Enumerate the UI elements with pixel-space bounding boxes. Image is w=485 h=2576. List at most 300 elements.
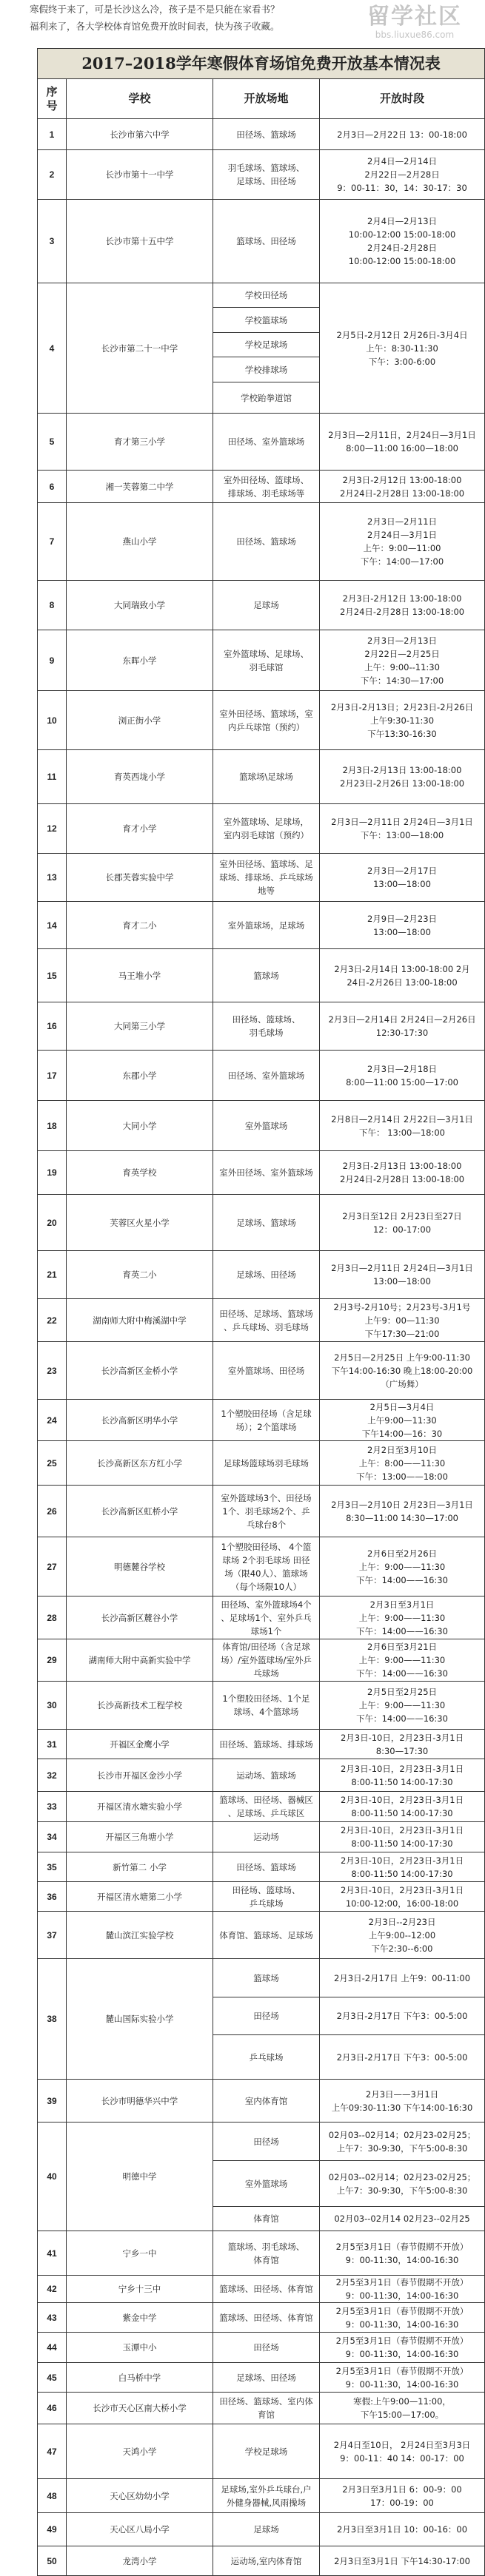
cell-line: 8:00-11:50 14:00-17:30	[351, 1776, 453, 1787]
venue-cell	[213, 1730, 320, 1759]
time-cell	[320, 2035, 485, 2080]
cell-line: 学校跆拳道馆	[241, 392, 292, 403]
venue-cell	[213, 1400, 320, 1441]
row-number: 35	[38, 1852, 67, 1882]
school-name: 龙湾小学	[67, 2546, 213, 2576]
venue-cell	[213, 1441, 320, 1486]
venue-cell	[213, 1639, 320, 1682]
venue-cell	[213, 1759, 320, 1792]
school-name: 紫金中学	[67, 2303, 213, 2333]
cell-line: 上午9：00—11:30	[364, 1315, 440, 1326]
school-name: 明德麓谷学校	[67, 1537, 213, 1596]
school-name: 马王堆小学	[67, 949, 213, 1002]
cell-line: 2月6日至3月21日	[367, 1642, 438, 1652]
time-cell	[320, 1882, 485, 1912]
table-title-row	[38, 49, 485, 79]
time-cell	[320, 581, 485, 630]
cell-line: 上午9:00—11:30	[367, 1415, 437, 1426]
row-number: 32	[38, 1759, 67, 1792]
cell-line: 9：00-11:30，14:00-16:30	[345, 2378, 459, 2390]
school-name: 大同瑞致小学	[67, 581, 213, 630]
school-name: 湖南师大附中高新实验中学	[67, 1639, 213, 1682]
cell-line: 寒假:上午9:00—11:00，	[353, 2396, 451, 2407]
cell-line: 2月3日-10日，2月23日-3月1日	[340, 1763, 464, 1774]
cell-line: 2月3日-2月17日 下午3：00-5:00	[336, 2051, 468, 2063]
school-name: 湘一芙蓉第二中学	[67, 471, 213, 503]
cell-line: 下午：14:00——16:30	[356, 1668, 448, 1679]
venue-cell	[213, 414, 320, 471]
cell-line: 上午：9:00—11:00	[363, 543, 441, 553]
cell-line: 1个、羽毛球场2个、乒	[222, 1506, 310, 1517]
venue-cell	[213, 2393, 320, 2424]
intro-line-2: 福利来了，各大学校体育馆免费开放时间表，快为孩子收藏。	[30, 21, 280, 32]
header-no: 序号	[38, 79, 67, 119]
cell-line: 田径场、室外篮球场	[227, 1070, 305, 1081]
time-cell	[320, 283, 485, 414]
row-number: 23	[38, 1342, 67, 1400]
row-number: 47	[38, 2424, 67, 2479]
cell-line: 足球场、田径场	[236, 176, 296, 186]
time-cell	[320, 2303, 485, 2333]
cell-line: 体育馆	[253, 2254, 279, 2265]
time-cell	[320, 200, 485, 283]
school-name: 长沙市第六中学	[67, 119, 213, 150]
cell-line: 12:30-17:30	[375, 1028, 429, 1038]
cell-line: 2月24日-2月28日 13:00-18:00	[339, 1174, 465, 1184]
row-number: 10	[38, 691, 67, 750]
cell-line: （广场舞）	[381, 1378, 424, 1389]
row-number: 45	[38, 2363, 67, 2393]
cell-line: 乓球场	[253, 1668, 279, 1679]
cell-line: 8:30—17:30	[375, 1745, 429, 1756]
row-number: 46	[38, 2393, 67, 2424]
table-row	[38, 2393, 485, 2424]
cell-line: 2月8日—2月14日 2月22日—3月1日	[331, 1113, 473, 1125]
cell-line: 上午：9:00——11:30	[358, 1655, 446, 1665]
time-cell	[320, 2122, 485, 2161]
table-row	[38, 1882, 485, 1912]
cell-line: 2月5日至2月25日	[367, 1687, 438, 1697]
time-cell	[320, 2276, 485, 2303]
cell-line: 8:00-11:50 14:00-17:30	[351, 1868, 453, 1879]
time-cell	[320, 2393, 485, 2424]
time-cell	[320, 804, 485, 854]
cell-line: 上午9:00--12:00	[368, 1929, 436, 1941]
cell-line: 田径场	[253, 2011, 279, 2021]
cell-line: 、乒乓球场、羽毛球场	[224, 1321, 309, 1332]
cell-line: 球场1个	[250, 1625, 282, 1636]
school-name: 长郡芙蓉实验中学	[67, 854, 213, 902]
school-name: 湖南师大附中梅溪湖中学	[67, 1299, 213, 1342]
cell-line: 室内羽毛球馆（预约）	[224, 830, 309, 840]
cell-line: 篮球场	[253, 1972, 279, 1983]
cell-line: 2月3日至3月1日 10：00-16：00	[336, 2524, 468, 2535]
cell-line: 上午：9:00--11:30	[364, 661, 440, 672]
table-row	[38, 804, 485, 854]
time-cell	[320, 1639, 485, 1682]
cell-line: 2月3日-10日，2月23日-3月1日	[340, 1795, 464, 1805]
row-number: 16	[38, 1002, 67, 1051]
time-cell	[320, 1852, 485, 1882]
cell-line: 13:00—18:00	[373, 879, 431, 889]
cell-line: 乒乓球场	[249, 1898, 284, 1909]
table-row	[38, 1151, 485, 1195]
venue-cell	[213, 2424, 320, 2479]
row-number: 8	[38, 581, 67, 630]
header-time: 开放时段	[320, 79, 485, 119]
school-name: 长沙高新区东方红小学	[67, 1441, 213, 1486]
watermark-logo: 留学社区	[367, 4, 462, 30]
time-cell	[320, 2080, 485, 2122]
cell-line: 足球场篮球场羽毛球场	[224, 1457, 309, 1469]
cell-line: 13:00—18:00	[373, 926, 431, 937]
cell-line: 下午：14:00——16:30	[356, 1713, 448, 1724]
time-cell	[320, 750, 485, 804]
cell-line: 下午：14:00——16:30	[356, 1625, 448, 1636]
cell-line: 田径场、足球场、篮球场	[219, 1308, 313, 1319]
venue-cell	[213, 1596, 320, 1639]
cell-line: 12：00-17:00	[372, 1224, 432, 1235]
time-cell	[320, 503, 485, 581]
venue-cell	[213, 2080, 320, 2122]
cell-line: 室外篮球场、足球场，	[224, 817, 309, 827]
time-cell	[320, 2546, 485, 2576]
table-row	[38, 691, 485, 750]
cell-line: 9：00-11:30，14:00-16:30	[345, 2254, 459, 2265]
school-name: 长沙高新区麓谷小学	[67, 1596, 213, 1639]
row-number: 24	[38, 1400, 67, 1441]
row-number: 12	[38, 804, 67, 854]
cell-line: 10:00-12:00 15:00-18:00	[348, 229, 456, 240]
row-number: 25	[38, 1441, 67, 1486]
cell-line: 运动场、篮球场	[236, 1770, 296, 1781]
venue-cell	[213, 581, 320, 630]
cell-line: 9：00-11：40 14：00-17：00	[340, 2452, 464, 2464]
table-row	[38, 2546, 485, 2576]
time-cell	[320, 2479, 485, 2513]
venue-cell	[213, 471, 320, 503]
school-name: 开福区清水塘第二小学	[67, 1882, 213, 1912]
school-name: 明德中学	[67, 2122, 213, 2231]
table-row	[38, 1792, 485, 1822]
row-number: 42	[38, 2276, 67, 2303]
cell-line: 室外田径场、篮球场，室	[219, 708, 313, 719]
cell-line: 田径场、篮球场	[236, 536, 296, 547]
cell-line: 9：00-11:30，14:00-16:30	[345, 2349, 459, 2359]
watermark	[348, 4, 481, 40]
school-name: 燕山小学	[67, 503, 213, 581]
cell-line: 学校足球场	[244, 340, 288, 350]
venue-cell	[213, 854, 320, 902]
row-number: 43	[38, 2303, 67, 2333]
row-number: 11	[38, 750, 67, 804]
table-row	[38, 471, 485, 503]
cell-line: 地等	[258, 886, 275, 896]
cell-line: 下午：14:30—17:00	[360, 675, 444, 686]
cell-line: 1个塑胶田径场（含足球	[221, 1408, 312, 1419]
venue-cell	[213, 691, 320, 750]
cell-line: 2月3日--2月23日	[368, 1916, 436, 1927]
time-cell	[320, 691, 485, 750]
time-cell	[320, 1051, 485, 1101]
school-name: 大同小学	[67, 1101, 213, 1151]
cell-line: 9：00-11：30，14：30-17：30	[337, 183, 467, 193]
row-number: 38	[38, 1959, 67, 2080]
school-name: 宁乡十三中	[67, 2276, 213, 2303]
cell-line: 球场、排球场、乒乓球场	[219, 872, 313, 883]
table-row	[38, 2479, 485, 2513]
school-name: 育才第三小学	[67, 414, 213, 471]
table-row	[38, 2231, 485, 2276]
cell-line: 2月24日-2月28日	[367, 243, 438, 253]
cell-line: 球场、4个篮球场	[233, 1707, 299, 1717]
time-cell	[320, 1959, 485, 1997]
time-cell	[320, 2207, 485, 2231]
school-name: 长沙市第十五中学	[67, 200, 213, 283]
cell-line: 2月3日—2月14日 2月24日—2月26日	[328, 1014, 476, 1025]
school-name: 东郡小学	[67, 1051, 213, 1101]
time-cell	[320, 119, 485, 150]
cell-line: 2月5日—2月25日 上午9:00-11:30	[334, 1352, 470, 1363]
cell-line: 室外篮球场3个、田径场	[221, 1492, 312, 1503]
venue-cell	[213, 1486, 320, 1537]
table-row	[38, 2276, 485, 2303]
cell-line: 学校足球场	[244, 2446, 288, 2457]
row-number: 13	[38, 854, 67, 902]
school-name: 长沙高新区金桥小学	[67, 1342, 213, 1400]
time-cell	[320, 949, 485, 1002]
cell-line: 篮球场	[253, 970, 279, 981]
row-number: 9	[38, 630, 67, 691]
cell-line: 田径场、篮球场、	[232, 1884, 301, 1895]
venue-cell	[213, 1195, 320, 1251]
cell-line: 2月24日-2月28日 13:00-18:00	[339, 488, 465, 499]
table-row	[38, 1195, 485, 1251]
time-cell	[320, 1299, 485, 1342]
table-row	[38, 949, 485, 1002]
row-number: 17	[38, 1051, 67, 1101]
cell-line: 8:30—11:00 14:30—17:00	[346, 1512, 458, 1523]
cell-line: 羽毛球场	[249, 1028, 284, 1038]
table-row	[38, 1730, 485, 1759]
cell-line: 2月5日—3月4日	[369, 1401, 435, 1412]
row-number: 40	[38, 2122, 67, 2231]
row-number: 19	[38, 1151, 67, 1195]
cell-line: 球场 2个羽毛球场 田径	[222, 1554, 310, 1565]
table-row	[38, 581, 485, 630]
row-number: 15	[38, 949, 67, 1002]
time-cell	[320, 1792, 485, 1822]
cell-line: 下午：13:00——18:00	[356, 1471, 448, 1482]
row-number: 36	[38, 1882, 67, 1912]
venue-cell	[213, 503, 320, 581]
time-cell	[320, 1537, 485, 1596]
cell-line: 8:00—11:00 16:00—18:00	[346, 443, 458, 454]
cell-line: 室外田径场、篮球场、足	[219, 859, 313, 869]
time-cell	[320, 854, 485, 902]
cell-line: 2月3日-2月13日 13:00-18:00	[342, 1161, 462, 1171]
row-number: 37	[38, 1912, 67, 1959]
cell-line: 室外田径场、篮球场、	[224, 474, 309, 485]
row-number: 29	[38, 1639, 67, 1682]
school-name: 长沙市天心区南大桥小学	[67, 2393, 213, 2424]
venue-cell	[213, 1537, 320, 1596]
venue-cell	[213, 1959, 320, 1997]
school-name: 麓山国际实验小学	[67, 1959, 213, 2080]
school-name: 长沙市第二十一中学	[67, 283, 213, 414]
cell-line: 篮球场、田径场、器械区	[219, 1795, 313, 1805]
table-row	[38, 1251, 485, 1299]
cell-line: 2月4日—2月13日	[367, 216, 438, 226]
cell-line: 2月9日—2月23日	[367, 913, 438, 924]
cell-line: 乓球台8个	[246, 1519, 287, 1530]
cell-line: 10:00-12:00，16:00-18:00	[345, 1898, 459, 1909]
venue-cell	[213, 1822, 320, 1852]
cell-line: 2月3日-10日，2月23日-3月1日	[340, 1825, 464, 1835]
cell-line: 下午： 13:00—18:00	[359, 1127, 445, 1138]
cell-line: 2月4日至10日， 2月24日至3月3日	[333, 2439, 471, 2450]
table-row	[38, 1959, 485, 1997]
cell-line: 下午：3:00-6:00	[368, 356, 436, 367]
venue-cell	[213, 308, 320, 333]
cell-line: 2月3日至3月1日 6：00-9：00	[342, 2484, 462, 2495]
cell-line: 足球场,室外乒乓球台,户	[221, 2484, 312, 2495]
cell-line: 篮球场、田径场	[236, 236, 296, 246]
row-number: 20	[38, 1195, 67, 1251]
venue-cell	[213, 804, 320, 854]
venue-cell	[213, 2035, 320, 2080]
cell-line: 下午13:30-16:30	[367, 728, 437, 739]
cell-line: 上午09:30-11:30 下午14:00-16:30	[331, 2102, 473, 2113]
cell-line: 2月3日-2月12日 13:00-18:00	[342, 474, 462, 485]
cell-line: 下午17:30—21:00	[364, 1328, 440, 1339]
time-cell	[320, 1342, 485, 1400]
cell-line: 足球场、篮球场	[236, 1217, 296, 1228]
school-name: 芙蓉区火星小学	[67, 1195, 213, 1251]
intro-line-1: 寒假终于来了，可是长沙这么冷，孩子是不是只能在家看书？	[30, 4, 280, 15]
cell-line: 室外篮球场，足球场	[227, 920, 305, 931]
venue-cell	[213, 2122, 320, 2161]
schedule-table	[37, 48, 485, 2576]
school-name: 浏正街小学	[67, 691, 213, 750]
venue-cell	[213, 949, 320, 1002]
school-name: 天心区八局小学	[67, 2513, 213, 2546]
venue-cell	[213, 1682, 320, 1730]
row-number: 18	[38, 1101, 67, 1151]
table-row	[38, 1759, 485, 1792]
cell-line: 篮球场\足球场	[239, 772, 293, 782]
cell-line: 、足球场1个、室外乒乓	[221, 1612, 312, 1623]
time-cell	[320, 1730, 485, 1759]
cell-line: 室外篮球场、田径场	[227, 1365, 305, 1376]
cell-line: 9：00-11:30，14:00-16:30	[345, 2319, 459, 2330]
cell-line: （每个场限10人）	[230, 1581, 302, 1592]
venue-cell	[213, 2161, 320, 2207]
row-number: 41	[38, 2231, 67, 2276]
venue-cell	[213, 2276, 320, 2303]
cell-line: 1个塑胶田径场、1个足	[222, 1693, 310, 1704]
table-row	[38, 414, 485, 471]
school-name: 长沙高新技术工程学校	[67, 1682, 213, 1730]
table-row	[38, 1639, 485, 1682]
row-number: 1	[38, 119, 67, 150]
cell-line: 2月5至3月1日（春节假期不开放）	[335, 2365, 469, 2376]
time-cell	[320, 150, 485, 200]
cell-line: 2月3日-2月17日 上午9：00-11:00	[333, 1972, 471, 1983]
header-school: 学校	[67, 79, 213, 119]
time-cell	[320, 1151, 485, 1195]
cell-line: 田径场、篮球场、	[232, 1014, 301, 1025]
cell-line: 8:00-11:50 14:00-17:30	[351, 1838, 453, 1849]
venue-cell	[213, 1051, 320, 1101]
cell-line: 8:00—11:00 15:00—17:00	[346, 1076, 458, 1088]
table-row	[38, 854, 485, 902]
school-name: 开福区清水塘实验小学	[67, 1792, 213, 1822]
cell-line: 17：00-19：00	[370, 2497, 434, 2508]
time-cell	[320, 902, 485, 949]
school-name: 开福区三角塘小学	[67, 1822, 213, 1852]
cell-line: 2月6日至2月26日	[367, 1548, 438, 1559]
cell-line: 场）/室外篮球场/室外乒	[221, 1655, 312, 1665]
time-cell	[320, 1101, 485, 1151]
cell-line: 上午7：30-9:30，下午5:00-8:30	[336, 2185, 468, 2196]
school-name: 育英学校	[67, 1151, 213, 1195]
cell-line: 2月3日-10日，2月23日-3月1日	[340, 1855, 464, 1866]
table-row	[38, 119, 485, 150]
cell-line: 上午：9:00——11:30	[358, 1700, 446, 1710]
cell-line: 田径场	[253, 2136, 279, 2147]
cell-line: 2月22日—2月28日	[364, 169, 440, 180]
table-row	[38, 1682, 485, 1730]
venue-cell	[213, 1299, 320, 1342]
row-number: 6	[38, 471, 67, 503]
time-cell	[320, 1759, 485, 1792]
table-row	[38, 1002, 485, 1051]
cell-line: 2月3日-10日，2月23日-3月1日	[340, 1884, 464, 1895]
row-number: 34	[38, 1822, 67, 1852]
cell-line: 上午：9:00——11:30	[358, 1612, 446, 1623]
cell-line: 上午：9:00——11:30	[358, 1561, 446, 1572]
venue-cell	[213, 902, 320, 949]
row-number: 3	[38, 200, 67, 283]
school-name: 长沙高新区明华小学	[67, 1400, 213, 1441]
cell-line: 学校排球场	[244, 364, 288, 375]
row-number: 50	[38, 2546, 67, 2576]
cell-line: 下午14:00—16：30	[361, 1428, 443, 1439]
cell-line: 场（限40人）、篮球场	[224, 1568, 308, 1579]
table-row	[38, 503, 485, 581]
school-name: 育才二小	[67, 902, 213, 949]
cell-line: 篮球场、田径场、体育馆	[219, 2312, 313, 2323]
venue-cell	[213, 630, 320, 691]
cell-line: 田径场、篮球场	[236, 1861, 296, 1872]
cell-line: 田径场、室外篮球场	[227, 436, 305, 447]
cell-line: 下午2:30--6:00	[371, 1943, 433, 1954]
cell-line: 2月5至3月1日（春节假期不开放）	[335, 2305, 469, 2316]
row-number: 39	[38, 2080, 67, 2122]
table-row	[38, 1101, 485, 1151]
venue-cell	[213, 1912, 320, 1959]
venue-cell	[213, 2231, 320, 2276]
venue-cell	[213, 1882, 320, 1912]
school-name: 天鸿小学	[67, 2424, 213, 2479]
cell-line: 2月3日-2月13日 13:00-18:00	[342, 765, 462, 775]
cell-line: 学校田径场	[244, 290, 288, 300]
cell-line: 篮球场、田径场、体育馆	[219, 2284, 313, 2294]
row-number: 21	[38, 1251, 67, 1299]
cell-line: 2月4日—2月14日	[367, 156, 438, 166]
cell-line: 下午：14:00——16:30	[356, 1574, 448, 1585]
